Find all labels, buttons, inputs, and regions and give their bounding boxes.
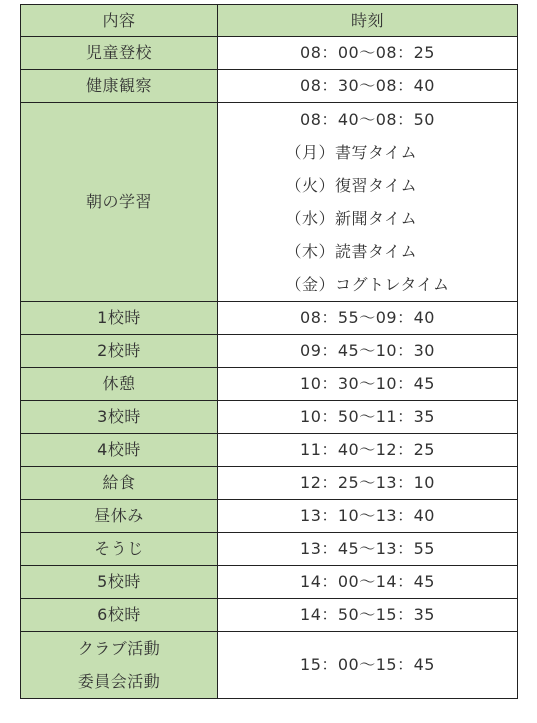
weekday-activity-thu: （木）読書タイム — [285, 242, 418, 261]
weekday-activity-list — [285, 136, 449, 301]
table-row — [21, 467, 518, 500]
row-time-range: 11：40～12：25 — [218, 434, 518, 467]
row-time-range: 13：10～13：40 — [218, 500, 518, 533]
row-time-range: 15：00～15：45 — [218, 632, 518, 699]
weekday-activity-fri: （金）コグトレタイム — [285, 275, 450, 294]
row-time-range: 08：40～08：50 — [300, 110, 435, 129]
row-item-label: 6校時 — [21, 599, 218, 632]
row-item-label-stacked — [21, 632, 218, 699]
column-header-time: 時刻 — [218, 5, 518, 37]
row-item-label: 休憩 — [21, 368, 218, 401]
row-item-label-committee: 委員会活動 — [77, 672, 161, 691]
row-item-label-club: クラブ活動 — [77, 639, 161, 658]
row-time-range: 14：00～14：45 — [218, 566, 518, 599]
row-time-range: 08：55～09：40 — [218, 302, 518, 335]
row-item-label: 1校時 — [21, 302, 218, 335]
morning-study-cell — [218, 103, 518, 302]
table-row — [21, 401, 518, 434]
row-item-label: 給食 — [21, 467, 218, 500]
row-item-label: 4校時 — [21, 434, 218, 467]
row-time-range: 13：45～13：55 — [218, 533, 518, 566]
row-item-label: 5校時 — [21, 566, 218, 599]
row-item-label: 3校時 — [21, 401, 218, 434]
column-header-item: 内容 — [21, 5, 218, 37]
table-row — [21, 599, 518, 632]
row-time-range: 08：00～08：25 — [218, 37, 518, 70]
row-item-label: 健康観察 — [21, 70, 218, 103]
row-item-label: 昼休み — [21, 500, 218, 533]
weekday-activity-tue: （火）復習タイム — [285, 176, 418, 195]
table-row — [21, 302, 518, 335]
table-row — [21, 434, 518, 467]
table-header-row — [21, 5, 518, 37]
row-time-range: 10：30～10：45 — [218, 368, 518, 401]
row-item-label: そうじ — [21, 533, 218, 566]
table-row-morning-study — [21, 103, 518, 302]
row-item-label: 2校時 — [21, 335, 218, 368]
row-item-label: 朝の学習 — [21, 103, 218, 302]
weekday-activity-wed: （水）新聞タイム — [285, 209, 418, 228]
row-time-range: 08：30～08：40 — [218, 70, 518, 103]
table-row — [21, 70, 518, 103]
weekday-activity-mon: （月）書写タイム — [285, 143, 418, 162]
row-time-range: 09：45～10：30 — [218, 335, 518, 368]
daily-schedule-table — [20, 4, 518, 699]
table-row — [21, 500, 518, 533]
table-row — [21, 566, 518, 599]
table-row — [21, 37, 518, 70]
row-time-range: 14：50～15：35 — [218, 599, 518, 632]
table-row — [21, 533, 518, 566]
table-row — [21, 368, 518, 401]
table-row-club-committee — [21, 632, 518, 699]
row-time-range: 12：25～13：10 — [218, 467, 518, 500]
row-item-label: 児童登校 — [21, 37, 218, 70]
row-time-range: 10：50～11：35 — [218, 401, 518, 434]
table-row — [21, 335, 518, 368]
